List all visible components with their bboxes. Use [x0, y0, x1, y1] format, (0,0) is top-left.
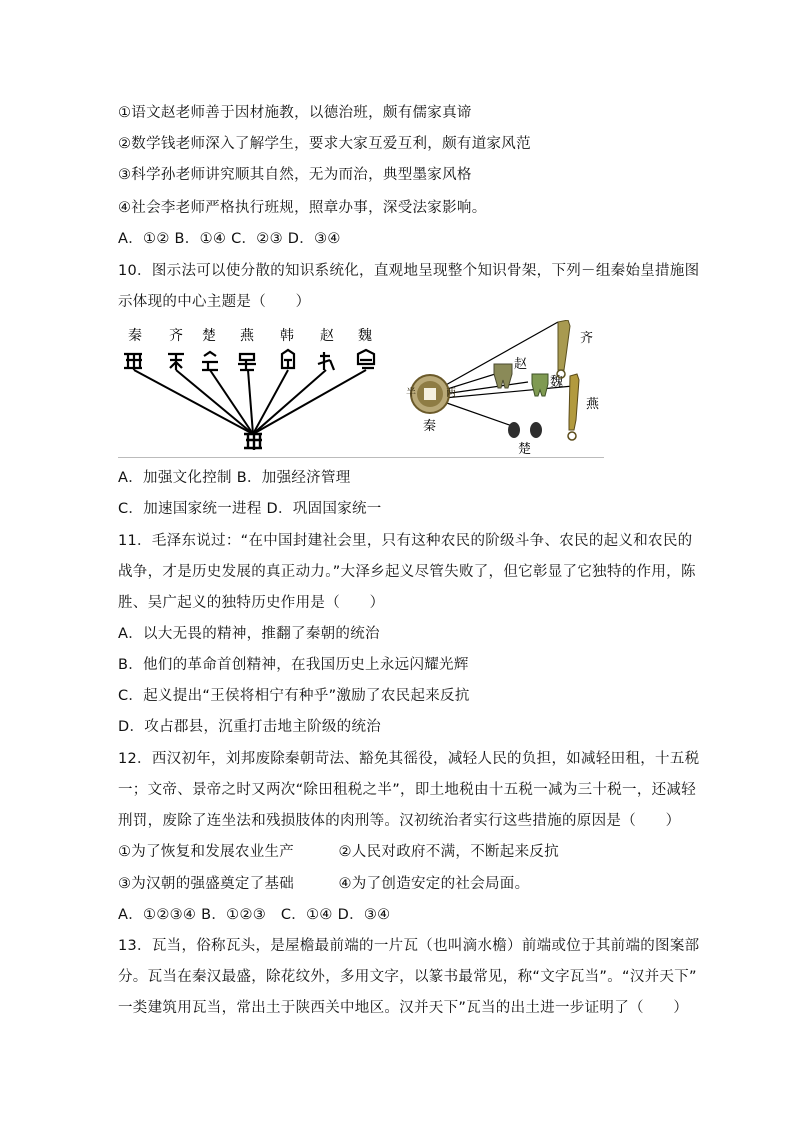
figure-bottom-rule — [118, 457, 604, 458]
text-line: ①为了恢复和发展农业生产 ②人民对政府不满，不断起来反抗 — [118, 844, 559, 860]
text-line: ②数学钱老师深入了解学生，要求大家互爱互利，颇有道家风范 — [118, 136, 531, 152]
text-line: 刑罚，废除了连坐法和残损肢体的肉刑等。汉初统治者实行这些措施的原因是（ ） — [118, 813, 681, 829]
svg-text:半: 半 — [406, 388, 416, 399]
figure-svg — [118, 320, 604, 460]
text-line: A．①② B．①④ C．②③ D．③④ — [118, 231, 341, 247]
text-line: ④社会李老师严格执行班规，照章办事，深受法家影响。 — [118, 200, 487, 216]
wei-spade-coin — [532, 374, 548, 396]
yan-knife-coin — [568, 374, 579, 440]
text-line: ③科学孙老师讲究顺其自然，无为而治，典型墨家风格 — [118, 167, 472, 183]
text-line: A．①②③④ B．①②③ C．①④ D．③④ — [118, 907, 391, 923]
state-label: 魏 — [358, 328, 372, 344]
ban-liang-coin — [406, 375, 456, 413]
text-line: A．加强文化控制 B．加强经济管理 — [118, 470, 351, 486]
coin-label-qin: 秦 — [423, 419, 437, 434]
text-line: 11．毛泽东说过：“在中国封建社会里，只有这种农民的阶级斗争、农民的起义和农民的 — [118, 533, 693, 549]
svg-text:两: 两 — [446, 388, 456, 399]
small-seal-character — [244, 434, 262, 450]
text-line: 10．图示法可以使分散的知识系统化，直观地呈现整个知识骨架，下列－组秦始皇措施图 — [118, 263, 700, 279]
text-line: 一；文帝、景帝之时又两次“除田租税之半”，即土地税由十五税一减为三十税一，还减轻 — [118, 782, 697, 798]
zhao-spade-coin — [494, 364, 512, 388]
state-label: 秦 — [128, 328, 142, 344]
text-line: C．起义提出“王侯将相宁有种乎”激励了农民起来反抗 — [118, 688, 470, 704]
text-line: 12．西汉初年，刘邦废除秦朝苛法、豁免其徭役，减轻人民的负担，如减轻田租，十五税 — [118, 751, 700, 767]
coin-label-zhao: 赵 — [514, 357, 528, 372]
text-line: C．加速国家统一进程 D．巩固国家统一 — [118, 501, 382, 517]
text-line: 战争，才是历史发展的真正动力。”大泽乡起义尽管失败了，但它彰显了它独特的作用，陈 — [118, 564, 696, 580]
text-line: 胜、吴广起义的独特历史作用是（ ） — [118, 595, 385, 611]
state-label: 齐 — [169, 328, 183, 344]
text-line: 一类建筑用瓦当，常出土于陕西关中地区。汉并天下”瓦当的出土进一步证明了（ ） — [118, 1000, 689, 1016]
text-line: 示体现的中心主题是（ ） — [118, 294, 311, 310]
text-line: ③为汉朝的强盛奠定了基础 ④为了创造安定的社会局面。 — [118, 876, 530, 892]
text-line: 13．瓦当，俗称瓦头，是屋檐最前端的一片瓦（也叫滴水檐）前端或位于其前端的图案部 — [118, 938, 700, 954]
state-label: 赵 — [320, 328, 334, 344]
coin-label-qi: 齐 — [580, 331, 594, 346]
figure-qin-unification — [118, 320, 604, 460]
state-label: 楚 — [202, 328, 216, 344]
text-line: D．攻占郡县，沉重打击地主阶级的统治 — [118, 719, 382, 735]
state-label: 燕 — [240, 328, 254, 344]
script-unification-diagram — [124, 327, 374, 450]
chu-ant-nose-coins — [508, 422, 542, 438]
text-line: B．他们的革命首创精神，在我国历史上永远闪耀光辉 — [118, 657, 469, 673]
coin-label-wei: 魏 — [550, 375, 564, 390]
state-label: 韩 — [280, 328, 294, 344]
text-line: A．以大无畏的精神，推翻了秦朝的统治 — [118, 626, 380, 642]
text-line: 分。瓦当在秦汉最盛，除花纹外，多用文字，以篆书最常见，称“文字瓦当”。“汉并天下” — [118, 969, 697, 985]
convergence-lines — [134, 370, 366, 434]
coin-label-yan: 燕 — [586, 397, 600, 412]
currency-unification-diagram — [406, 320, 600, 457]
ancient-character-glyphs — [124, 350, 374, 370]
coin-label-chu: 楚 — [518, 442, 532, 457]
qi-knife-coin — [557, 320, 570, 378]
text-line: ①语文赵老师善于因材施教，以德治班，颇有儒家真谛 — [118, 105, 472, 121]
